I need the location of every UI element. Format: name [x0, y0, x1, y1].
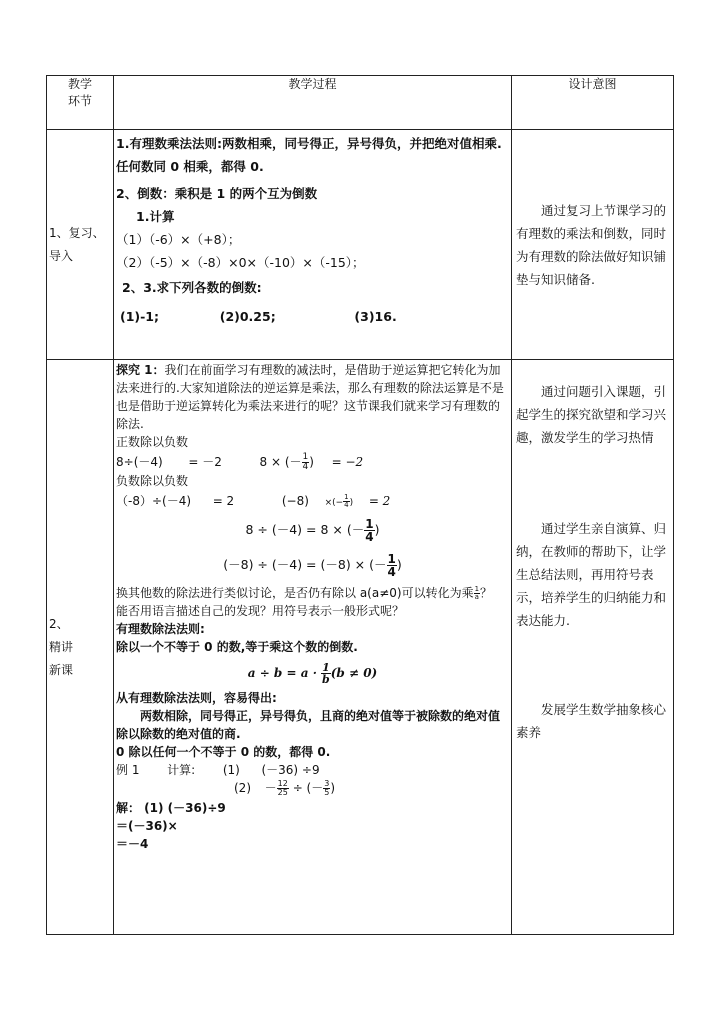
header-stage	[47, 76, 114, 130]
section2-stage-line1: 2、	[49, 616, 69, 631]
reciprocal-title: 2、3.求下列各数的倒数:	[122, 280, 262, 295]
section1-intent-cell	[512, 130, 674, 360]
section2-intent-2: 通过学生亲自演算、归纳，在教师的帮助下，让学生总结法则，再用符号表示，培养学生的归纳能力和表达能力.	[516, 521, 667, 628]
division-rule-text: 除以一个不等于 0 的数,等于乘这个数的倒数.	[116, 640, 358, 654]
reciprocal-item-2: (2)0.25;	[219, 309, 276, 324]
header-stage-line2: 环节	[67, 94, 92, 108]
ex2-right: (−8)	[281, 494, 309, 508]
division-rule-title: 有理数除法法则:	[116, 622, 205, 636]
example-row-1	[116, 453, 509, 472]
example-2-den2: 5	[324, 788, 330, 797]
big1-num: 1	[365, 517, 374, 531]
example-line-2	[116, 779, 509, 797]
example-calc: 计算:	[167, 763, 196, 777]
header-stage-line1: 教学	[67, 77, 92, 91]
example-1-no: (1)	[222, 763, 240, 777]
zero-rule: 0 除以任何一个不等于 0 的数，都得 0.	[116, 745, 331, 759]
discuss-num: 1	[474, 585, 480, 593]
ex1-right-close: )	[309, 455, 314, 469]
ex1-frac-num: 1	[302, 452, 309, 462]
example-2-close: )	[330, 781, 336, 795]
formula-left: a ÷ b = a ·	[247, 666, 317, 680]
header-intent: 设计意图	[512, 76, 674, 130]
example-2-no: (2)	[234, 781, 251, 795]
example-line-1	[116, 761, 509, 779]
division-formula	[116, 662, 509, 685]
ex2-frac-num: 1	[344, 493, 349, 501]
ex2-eq: = 2	[212, 494, 235, 508]
ex1-left: 8÷(－4)	[116, 455, 163, 469]
section2-process	[114, 360, 512, 935]
example-row-2	[116, 492, 509, 512]
derive-title: 从有理数除法法则，容易得出:	[116, 691, 277, 705]
discuss-paragraph	[116, 584, 509, 602]
example-2-div: ÷ (－	[292, 781, 324, 795]
explore-paragraph	[116, 361, 509, 433]
discuss-text: 换其他数的除法进行类似讨论，是否仍有除以 a(a≠0)可以转化为乘	[116, 586, 474, 600]
big1-text: 8 ÷ (－4) = 8 × (－	[245, 522, 365, 537]
ex2-frac-den: 4	[344, 501, 349, 509]
discuss-end: ？	[480, 586, 493, 600]
neg-div-neg-label: 负数除以负数	[116, 474, 189, 488]
solution-line-2: ＝(－36)×	[116, 819, 178, 833]
ex1-right-eq: = −2	[331, 455, 364, 469]
big1-close: )	[374, 522, 380, 537]
pos-div-neg-label: 正数除以负数	[116, 435, 189, 449]
example-2-num: 12	[277, 779, 288, 788]
ex2-right-times: ×(−	[324, 498, 344, 508]
multiplication-rule: 1.有理数乘法法则:两数相乘，同号得正，异号得负，并把绝对值相乘.任何数同 0 相乘，都得 0.	[116, 136, 502, 174]
section1-intent: 通过复习上节课学习的有理数的乘法和倒数，同时为有理数的除法做好知识铺垫与知识储备.	[516, 202, 667, 287]
header-process: 教学过程	[114, 76, 512, 130]
section1-row	[47, 130, 674, 360]
big2-close: )	[396, 557, 402, 572]
reciprocal-def: 2、倒数：乘积是 1 的两个互为倒数	[116, 186, 318, 201]
reciprocal-item-3: (3)16.	[354, 309, 397, 324]
calc-title: 1.计算	[136, 209, 175, 224]
calc-item-1: （1）（-6）×（+8）；	[116, 232, 241, 247]
section1-stage-cell	[47, 130, 114, 360]
big2-den: 4	[387, 565, 396, 579]
calc-item-2: （2）（-5）×（-8）×0×（-10）×（-15）；	[116, 255, 365, 270]
derive-text: 两数相除，同号得正，异号得负，且商的绝对值等于被除数的绝对值除以除数的绝对值的商.	[116, 709, 501, 741]
section1-process	[114, 130, 512, 360]
big-equation-2	[116, 553, 509, 578]
explore-text: 我们在前面学习有理数的减法时，是借助于逆运算把它转化为加法来进行的.大家知道除法的逆运算是乘法，那么有理数的除法运算是不是也是借助于逆运算转化为乘法来进行的呢？这节课我们就来学习有理数的除法.	[116, 363, 504, 431]
example-2-minus: －	[264, 781, 277, 795]
lesson-plan-table	[46, 75, 674, 935]
header-row	[47, 76, 674, 130]
section2-intent-3: 发展学生数学抽象核心素养	[516, 702, 667, 740]
section2-stage-line2: 精讲	[49, 639, 74, 654]
formula-den: b	[322, 673, 330, 686]
ex1-right: 8 × (－	[259, 455, 302, 469]
section1-stage: 1、复习、导入	[49, 225, 105, 263]
section2-stage-cell	[47, 360, 114, 935]
example-2-den: 25	[277, 788, 288, 797]
solution-line-1: 解： (1) (－36)÷9	[116, 801, 226, 815]
question: 能否用语言描述自己的发现？用符号表示一般形式呢？	[116, 604, 405, 618]
example-1: (－36) ÷9	[261, 763, 320, 777]
ex1-eq: = －2	[188, 455, 222, 469]
discuss-den: a	[474, 593, 479, 601]
big2-text: (－8) ÷ (－4) = (－8) × (－	[223, 557, 387, 572]
section2-stage-line3: 新课	[49, 662, 74, 677]
big2-num: 1	[387, 552, 396, 566]
explore-label: 探究 1：	[116, 363, 165, 377]
formula-num: 1	[322, 661, 330, 674]
reciprocal-items	[116, 305, 509, 328]
example-label: 例 1	[116, 763, 140, 777]
reciprocal-item-1: (1)-1;	[120, 309, 160, 324]
section2-intent-1: 通过问题引入课题，引起学生的探究欲望和学习兴趣，激发学生的学习热情	[516, 384, 667, 445]
formula-right: (b ≠ 0)	[330, 666, 378, 680]
section2-intent-cell	[512, 360, 674, 935]
big-equation-1	[116, 518, 509, 543]
section2-row	[47, 360, 674, 935]
ex2-left: （-8）÷(－4)	[116, 494, 192, 508]
ex2-right-eq: = 2	[368, 494, 391, 508]
ex2-right-close: )	[349, 498, 354, 508]
example-2-num2: 3	[324, 779, 330, 788]
big1-den: 4	[365, 530, 374, 544]
ex1-frac-den: 4	[302, 462, 309, 472]
solution-line-3: ＝－4	[116, 837, 149, 851]
